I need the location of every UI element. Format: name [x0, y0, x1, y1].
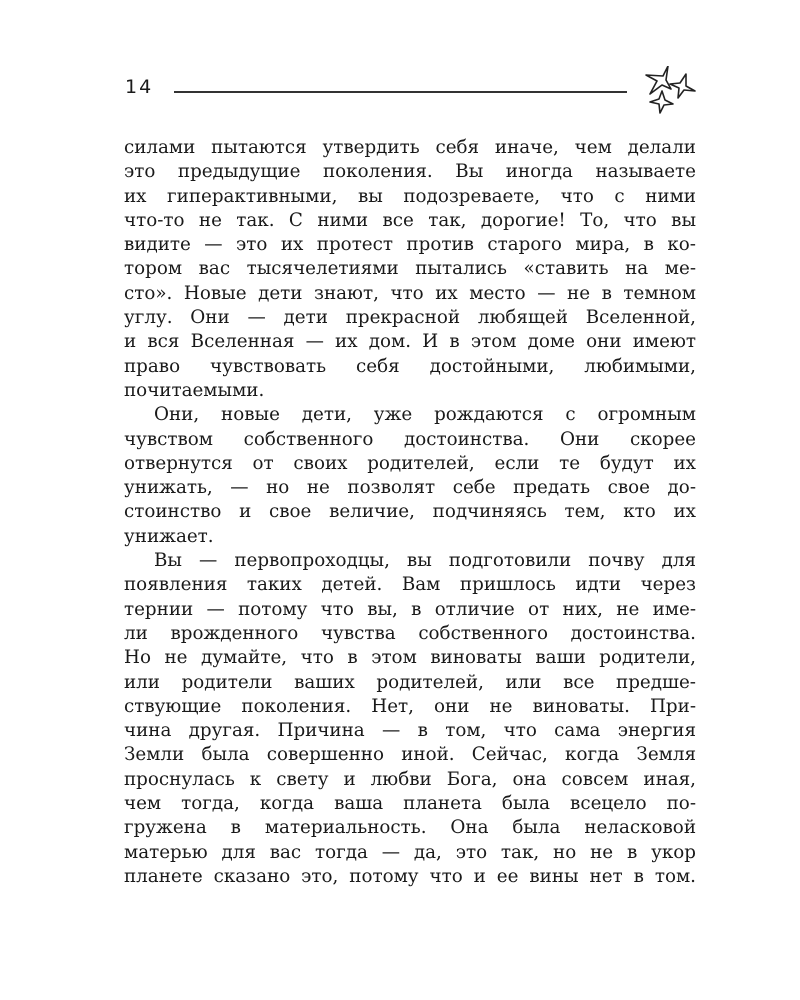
- page-number: 14: [125, 76, 154, 98]
- text-line: их гиперактивными, вы подозреваете, что с ними: [124, 185, 696, 207]
- text-line: ствующие поколения. Нет, они не виноваты. При-: [124, 695, 696, 717]
- text-line: почитаемыми.: [124, 379, 265, 401]
- text-line: сто». Новые дети знают, что их место — не в темном: [124, 282, 696, 304]
- header-rule: [174, 91, 627, 93]
- body-text: [124, 136, 696, 889]
- text-line: право чувствовать себя достойными, любимыми,: [124, 355, 696, 377]
- text-line: унижает.: [124, 525, 214, 547]
- text-line: чувством собственного достоинства. Они скорее: [124, 428, 696, 450]
- text-line: силами пытаются утвердить себя иначе, чем делали: [124, 137, 696, 158]
- text-line: что-то не так. С ними все так, дорогие! То, что вы: [124, 209, 696, 231]
- text-line: или родители ваших родителей, или все предше-: [124, 671, 696, 693]
- text-line: Они, новые дети, уже рождаются с огромным: [154, 404, 696, 426]
- text-line: матерью для вас тогда — да, это так, но не в укор: [124, 841, 696, 863]
- page-header: [0, 0, 800, 130]
- text-line: унижать, — но не позволят себе предать свое до-: [124, 477, 696, 499]
- text-line: тернии — потому что вы, в отличие от них, не име-: [124, 598, 696, 620]
- text-line: планете сказано это, потому что и ее вины нет в том.: [124, 865, 696, 887]
- text-line: Вы — первопроходцы, вы подготовили почву для: [154, 550, 696, 572]
- four-point-stars-icon: [640, 66, 700, 116]
- text-line: появления таких детей. Вам пришлось идти через: [124, 574, 696, 596]
- text-line: это предыдущие поколения. Вы иногда называете: [124, 161, 696, 183]
- text-line: стоинство и свое величие, подчиняясь тем, кто их: [124, 501, 696, 523]
- text-line: видите — это их протест против старого мира, в ко-: [124, 234, 696, 256]
- text-line: гружена в материальность. Она была неласковой: [124, 817, 696, 839]
- text-line: ли врожденного чувства собственного достоинства.: [124, 622, 696, 644]
- text-line: и вся Вселенная — их дом. И в этом доме они имеют: [124, 331, 696, 353]
- text-line: чина другая. Причина — в том, что сама энергия: [124, 720, 696, 742]
- text-line: отвернутся от своих родителей, если те будут их: [124, 452, 696, 474]
- text-line: углу. Они — дети прекрасной любящей Вселенной,: [124, 307, 696, 329]
- text-line: Но не думайте, что в этом виноваты ваши родители,: [124, 647, 696, 669]
- text-line: Земли была совершенно иной. Сейчас, когда Земля: [124, 744, 696, 766]
- text-line: чем тогда, когда ваша планета была всецело по-: [124, 793, 696, 815]
- text-line: тором вас тысячелетиями пытались «ставить на ме-: [124, 258, 696, 280]
- text-line: проснулась к свету и любви Бога, она совсем иная,: [124, 768, 696, 790]
